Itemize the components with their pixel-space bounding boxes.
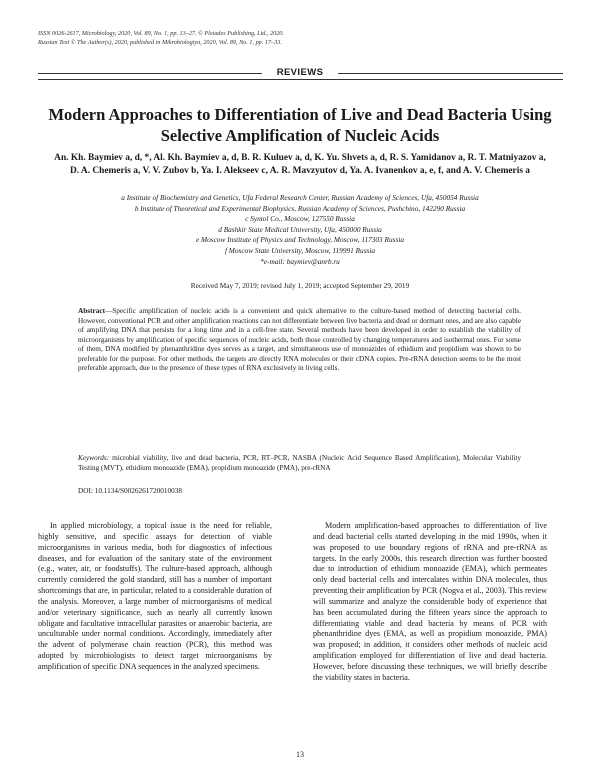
abstract-label: Abstract <box>78 307 105 315</box>
body-paragraph-right: Modern amplification-based approaches to differentiation of live and dead bacterial cells started developing in the mid 1990s, when it was proposed to use boundary regions of rRNA and pre-rRNA as targets. In the early 2000s, this research direction was further boosted due to introduction of ethidium monoazide (EMA), which permeates only dead bacterial cells and intercalates within DNA molecules, thus preventing their amplification by PCR (Nogva et al., 2003). This review will summarize and analyze the considerable body of experience that has been accumulated during the fifteen years since the approach to differentiating viable and dead bacteria by means of PCR with phenanthridine dyes (EMA, as well as propidium monoazide, PMA) was proposed; in addition, it considers other methods of nucleic acid amplification employed for differentiation of live and dead bacteria. However, before discussing these techniques, we will briefly describe the viability states in bacteria. <box>313 521 547 682</box>
affiliation-d: d Bashkir State Medical University, Ufa, 450000 Russia <box>218 224 382 234</box>
doi: DOI: 10.1134/S0026261720010038 <box>78 487 183 495</box>
page-number: 13 <box>296 750 304 759</box>
body-column-right <box>313 521 547 684</box>
keywords-label: Keywords: <box>78 454 110 462</box>
keywords-text: microbial viability, live and dead bacteria, PCR, RT–PCR, NASBA (Nucleic Acid Sequence Based Amplification), Molecular Viability Testing (MVT), ethidium monoazide (EMA), propidium monoazide (PMA), pre-rRNA <box>78 454 521 472</box>
article-title: Modern Approaches to Differentiation of Live and Dead Bacteria Using Selective Amplification of Nucleic Acids <box>48 105 552 145</box>
abstract <box>78 307 521 374</box>
received-dates: Received May 7, 2019; revised July 1, 2019; accepted September 29, 2019 <box>190 281 410 290</box>
journal-header-line-1: ISSN 0026-2617, Microbiology, 2020, Vol. 89, No. 1, pp. 13–27. © Pleiades Publishing, Ltd., 2020. <box>38 30 284 37</box>
affiliation-a: a Institute of Biochemistry and Genetics, Ufa Federal Research Center, Russian Academy of Sciences, Ufa, 450054 Russia <box>121 193 479 202</box>
body-paragraph-left: In applied microbiology, a topical issue is the need for reliable, highly sensitive, and specific assays for detection of viable microorganisms in various media, both for diagnostics of infectious diseases, and for evaluation of the sanitary state of the environment (e.g., water, air, or foodstuffs). The culture-based approach, although currently considered the gold standard, still has a number of important shortcomings that are, in particular, related to a considerable duration of the analysis. Moreover, a large number of microorganisms of medical and/or veterinary significance, such as nearly all currently known obligate and facultative intracellular parasites or anaerobic bacteria, are unculturable under normal conditions. Accordingly, immediately after the advent of polymerase chain reaction (PCR), this method was adopted by microbiologists to detect target microorganisms by amplification of specific DNA sequences in the analyzed specimens. <box>38 521 272 671</box>
affiliation-b: b Institute of Theoretical and Experimental Biophysics, Russian Academy of Sciences, Pushchino, 142290 Russia <box>134 203 466 213</box>
affiliation-f: f Moscow State University, Moscow, 119991 Russia <box>224 245 376 255</box>
keywords <box>78 454 521 473</box>
author-list: An. Kh. Baymiev a, d, *, Al. Kh. Baymiev a, d, B. R. Kuluev a, d, K. Yu. Shvets a, d, R. S. Yamidanov a, R. T. Matniyazov a, D. A. Chemeris a, V. V. Zubov b, Ya. I. Alekseev c, A. R. Mavzyutov d, Ya. A. Ivanenkov a, e, f, and A. V. Chemeris a <box>54 153 546 176</box>
affiliation-c: c Syntol Co., Moscow, 127550 Russia <box>245 214 355 224</box>
affiliation-e: e Moscow Institute of Physics and Technology, Moscow, 117303 Russia <box>195 235 404 245</box>
affiliations <box>40 193 560 267</box>
abstract-text: —Specific amplification of nucleic acids is a convenient and quick alternative to the culture-based method of detecting bacterial cells. However, conventional PCR and other amplification reactions can not differentiate between live bacteria and dead or dormant ones, and are also capable of amplifying DNA that persists for a long time and in a cell-free state. Several methods have been developed in order to establish the viability of microorganisms by amplification of specific sequences of nucleic acids, both those controlled by changing temperatures and isothermal ones. For some of them, DNA modified by phenanthridine dyes serves as a target, and simultaneous use of monoazides of ethidium and propidium was shown to be preferable for the purpose. For other methods, the targets are directly RNA molecules or their cDNA copies. Pre-rRNA detection seems to be the most preferable approach, due to the presence of these types of RNA exclusively in living cells. <box>78 307 521 372</box>
section-label: REVIEWS <box>262 67 338 79</box>
contact-email: *e-mail: baymiev@anrb.ru <box>260 256 340 266</box>
body-column-left <box>38 521 272 673</box>
section-rule-bottom <box>38 79 563 80</box>
journal-header-line-2: Russian Text © The Author(s), 2020, published in Mikrobiologiya, 2020, Vol. 89, No. 1, pp. 17–33. <box>38 39 282 46</box>
